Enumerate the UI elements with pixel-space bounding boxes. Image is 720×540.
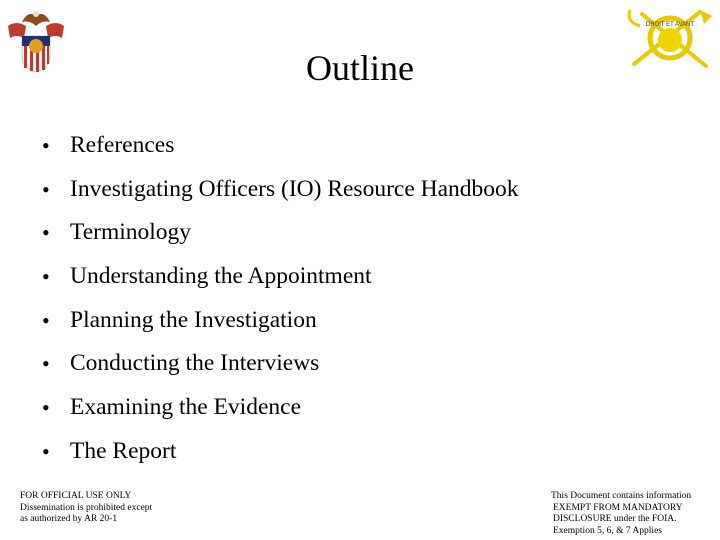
bullet-icon: • (42, 395, 50, 421)
foia-notice: This Document contains information EXEMPT FROM MANDATORY DISCLOSURE under the FOIA. Exemption 5, 6, & 7 Applies (551, 491, 692, 536)
outline-list (42, 132, 519, 482)
bullet-icon: • (42, 176, 50, 202)
slide-title: Outline (306, 48, 414, 88)
list-item: • The Report (42, 437, 177, 464)
bullet-icon: • (42, 307, 50, 333)
bullet-icon: • (42, 438, 50, 464)
list-item: • Understanding the Appointment (42, 263, 372, 290)
list-item: • Examining the Evidence (42, 394, 302, 421)
fouo-notice: FOR OFFICIAL USE ONLY Dissemination is prohibited except as authorized by AR 20-1 (20, 491, 153, 524)
list-item: • Investigating Officers (IO) Resource Handbook (42, 175, 519, 202)
svg-text:DROIT ET AVANT: DROIT ET AVANT (645, 22, 695, 28)
bullet-icon: • (42, 351, 50, 377)
bullet-icon: • (42, 264, 50, 290)
bullet-icon: • (42, 133, 50, 158)
list-item: • Conducting the Interviews (42, 350, 320, 377)
list-item: • References (42, 132, 175, 158)
list-item: • Planning the Investigation (42, 306, 317, 333)
bullet-icon: • (42, 220, 50, 246)
list-item: • Terminology (42, 219, 192, 246)
